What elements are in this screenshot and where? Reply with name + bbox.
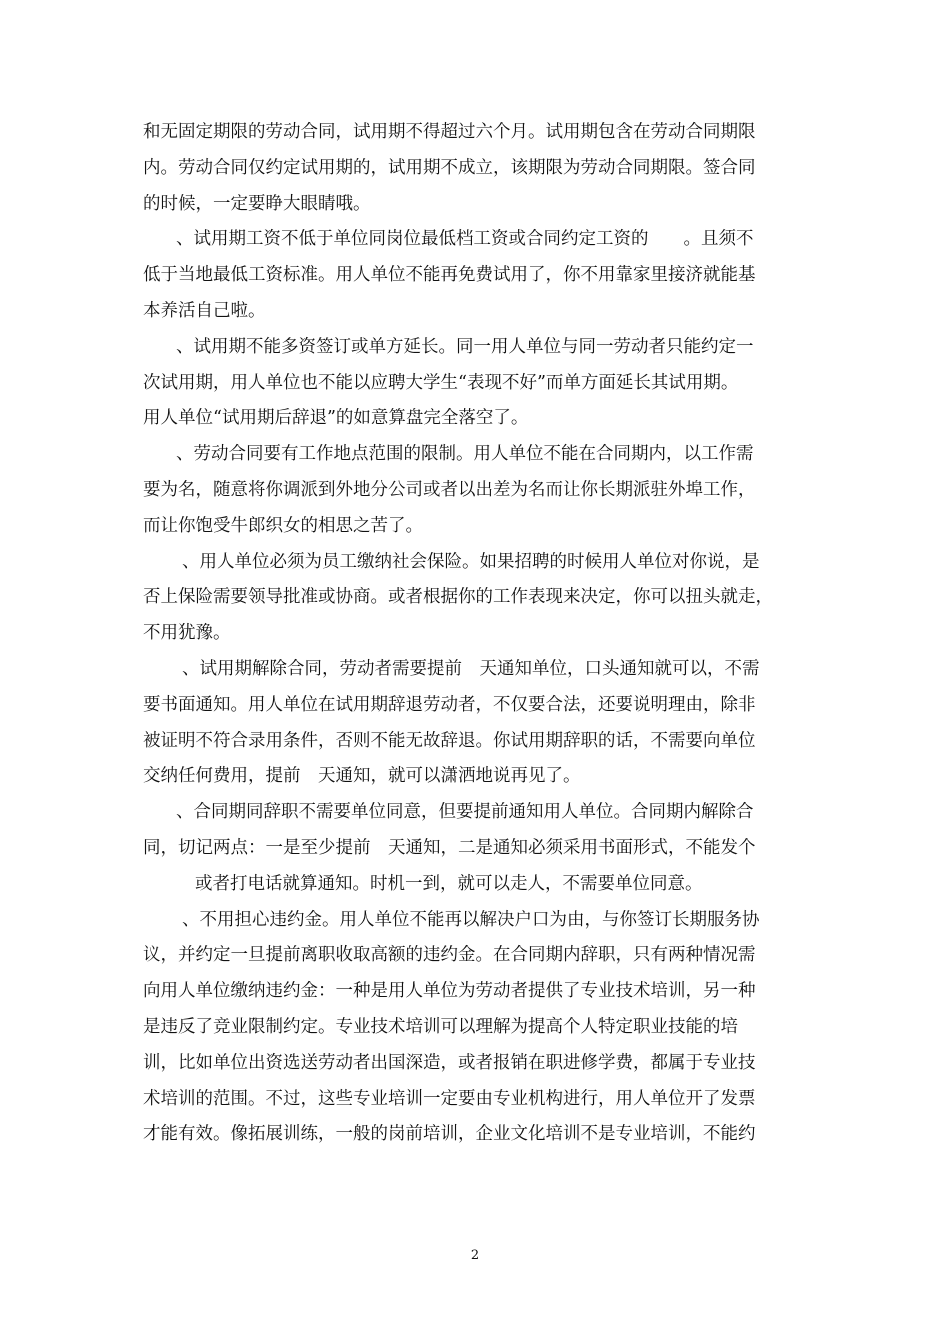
text-line: 要书面通知。用人单位在试用期辞退劳动者，不仅要合法，还要说明理由，除非: [143, 694, 756, 715]
text-line: 、不用担心违约金。用人单位不能再以解决户口为由，与你签订长期服务协: [182, 909, 760, 930]
text-line: 、用人单位必须为员工缴纳社会保险。如果招聘的时候用人单位对你说，是: [182, 551, 760, 572]
page-number: 2: [470, 1248, 480, 1263]
text-line: 被证明不符合录用条件，否则不能无故辞退。你试用期辞职的话，不需要向单位: [143, 730, 756, 751]
text-line: 术培训的范围。不过，这些专业培训一定要由专业机构进行，用人单位开了发票: [143, 1088, 756, 1109]
text-line: 训，比如单位出资选送劳动者出国深造，或者报销在职进修学费，都属于专业技: [143, 1052, 756, 1073]
text-line: 、试用期工资不低于单位同岗位最低档工资或合同约定工资的 。且须不: [176, 229, 754, 250]
text-line: 议，并约定一旦提前离职收取高额的违约金。在合同期内辞职，只有两种情况需: [143, 945, 756, 966]
text-line: 本养活自己啦。: [143, 300, 266, 321]
text-line: 向用人单位缴纳违约金：一种是用人单位为劳动者提供了专业技术培训，另一种: [143, 981, 756, 1002]
body-text: [143, 115, 813, 1153]
text-line: 和无固定期限的劳动合同，试用期不得超过六个月。试用期包含在劳动合同期限: [143, 122, 756, 142]
text-line: 或者打电话就算通知。时机一到，就可以走人，不需要单位同意。: [195, 873, 703, 894]
text-line: 是违反了竞业限制约定。专业技术培训可以理解为提高个人特定职业技能的培: [143, 1016, 738, 1037]
text-line: 、试用期解除合同，劳动者需要提前 天通知单位，口头通知就可以，不需: [182, 658, 760, 679]
text-line: 才能有效。像拓展训练，一般的岗前培训，企业文化培训不是专业培训，不能约: [143, 1124, 756, 1145]
text-line: 、试用期不能多资签订或单方延长。同一用人单位与同一劳动者只能约定一: [176, 336, 754, 357]
text-line: 、合同期同辞职不需要单位同意，但要提前通知用人单位。合同期内解除合: [176, 802, 754, 823]
text-line: 用人单位“试用期后辞退”的如意算盘完全落空了。: [143, 408, 529, 429]
text-line: 内。劳动合同仅约定试用期的，试用期不成立，该期限为劳动合同期限。签合同: [143, 157, 756, 178]
text-line: 要为名，随意将你调派到外地分公司或者以出差为名而让你长期派驻外埠工作，: [143, 479, 756, 500]
text-line: 次试用期，用人单位也不能以应聘大学生“表现不好”而单方面延长其试用期。: [143, 372, 739, 393]
text-line: 低于当地最低工资标准。用人单位不能再免费试用了，你不用靠家里接济就能基: [143, 265, 756, 286]
text-line: 而让你饱受牛郎织女的相思之苦了。: [143, 515, 423, 536]
text-line: 、劳动合同要有工作地点范围的限制。用人单位不能在合同期内，以工作需: [176, 444, 754, 465]
text-line: 同，切记两点：一是至少提前 天通知，二是通知必须采用书面形式，不能发个: [143, 837, 756, 858]
text-line: 否上保险需要领导批准或协商。或者根据你的工作表现来决定，你可以扭头就走，: [143, 587, 773, 608]
text-line: 不用犹豫。: [143, 623, 231, 644]
text-line: 的时候，一定要睁大眼睛哦。: [143, 193, 371, 214]
text-line: 交纳任何费用，提前 天通知，就可以潇洒地说再见了。: [143, 766, 581, 787]
